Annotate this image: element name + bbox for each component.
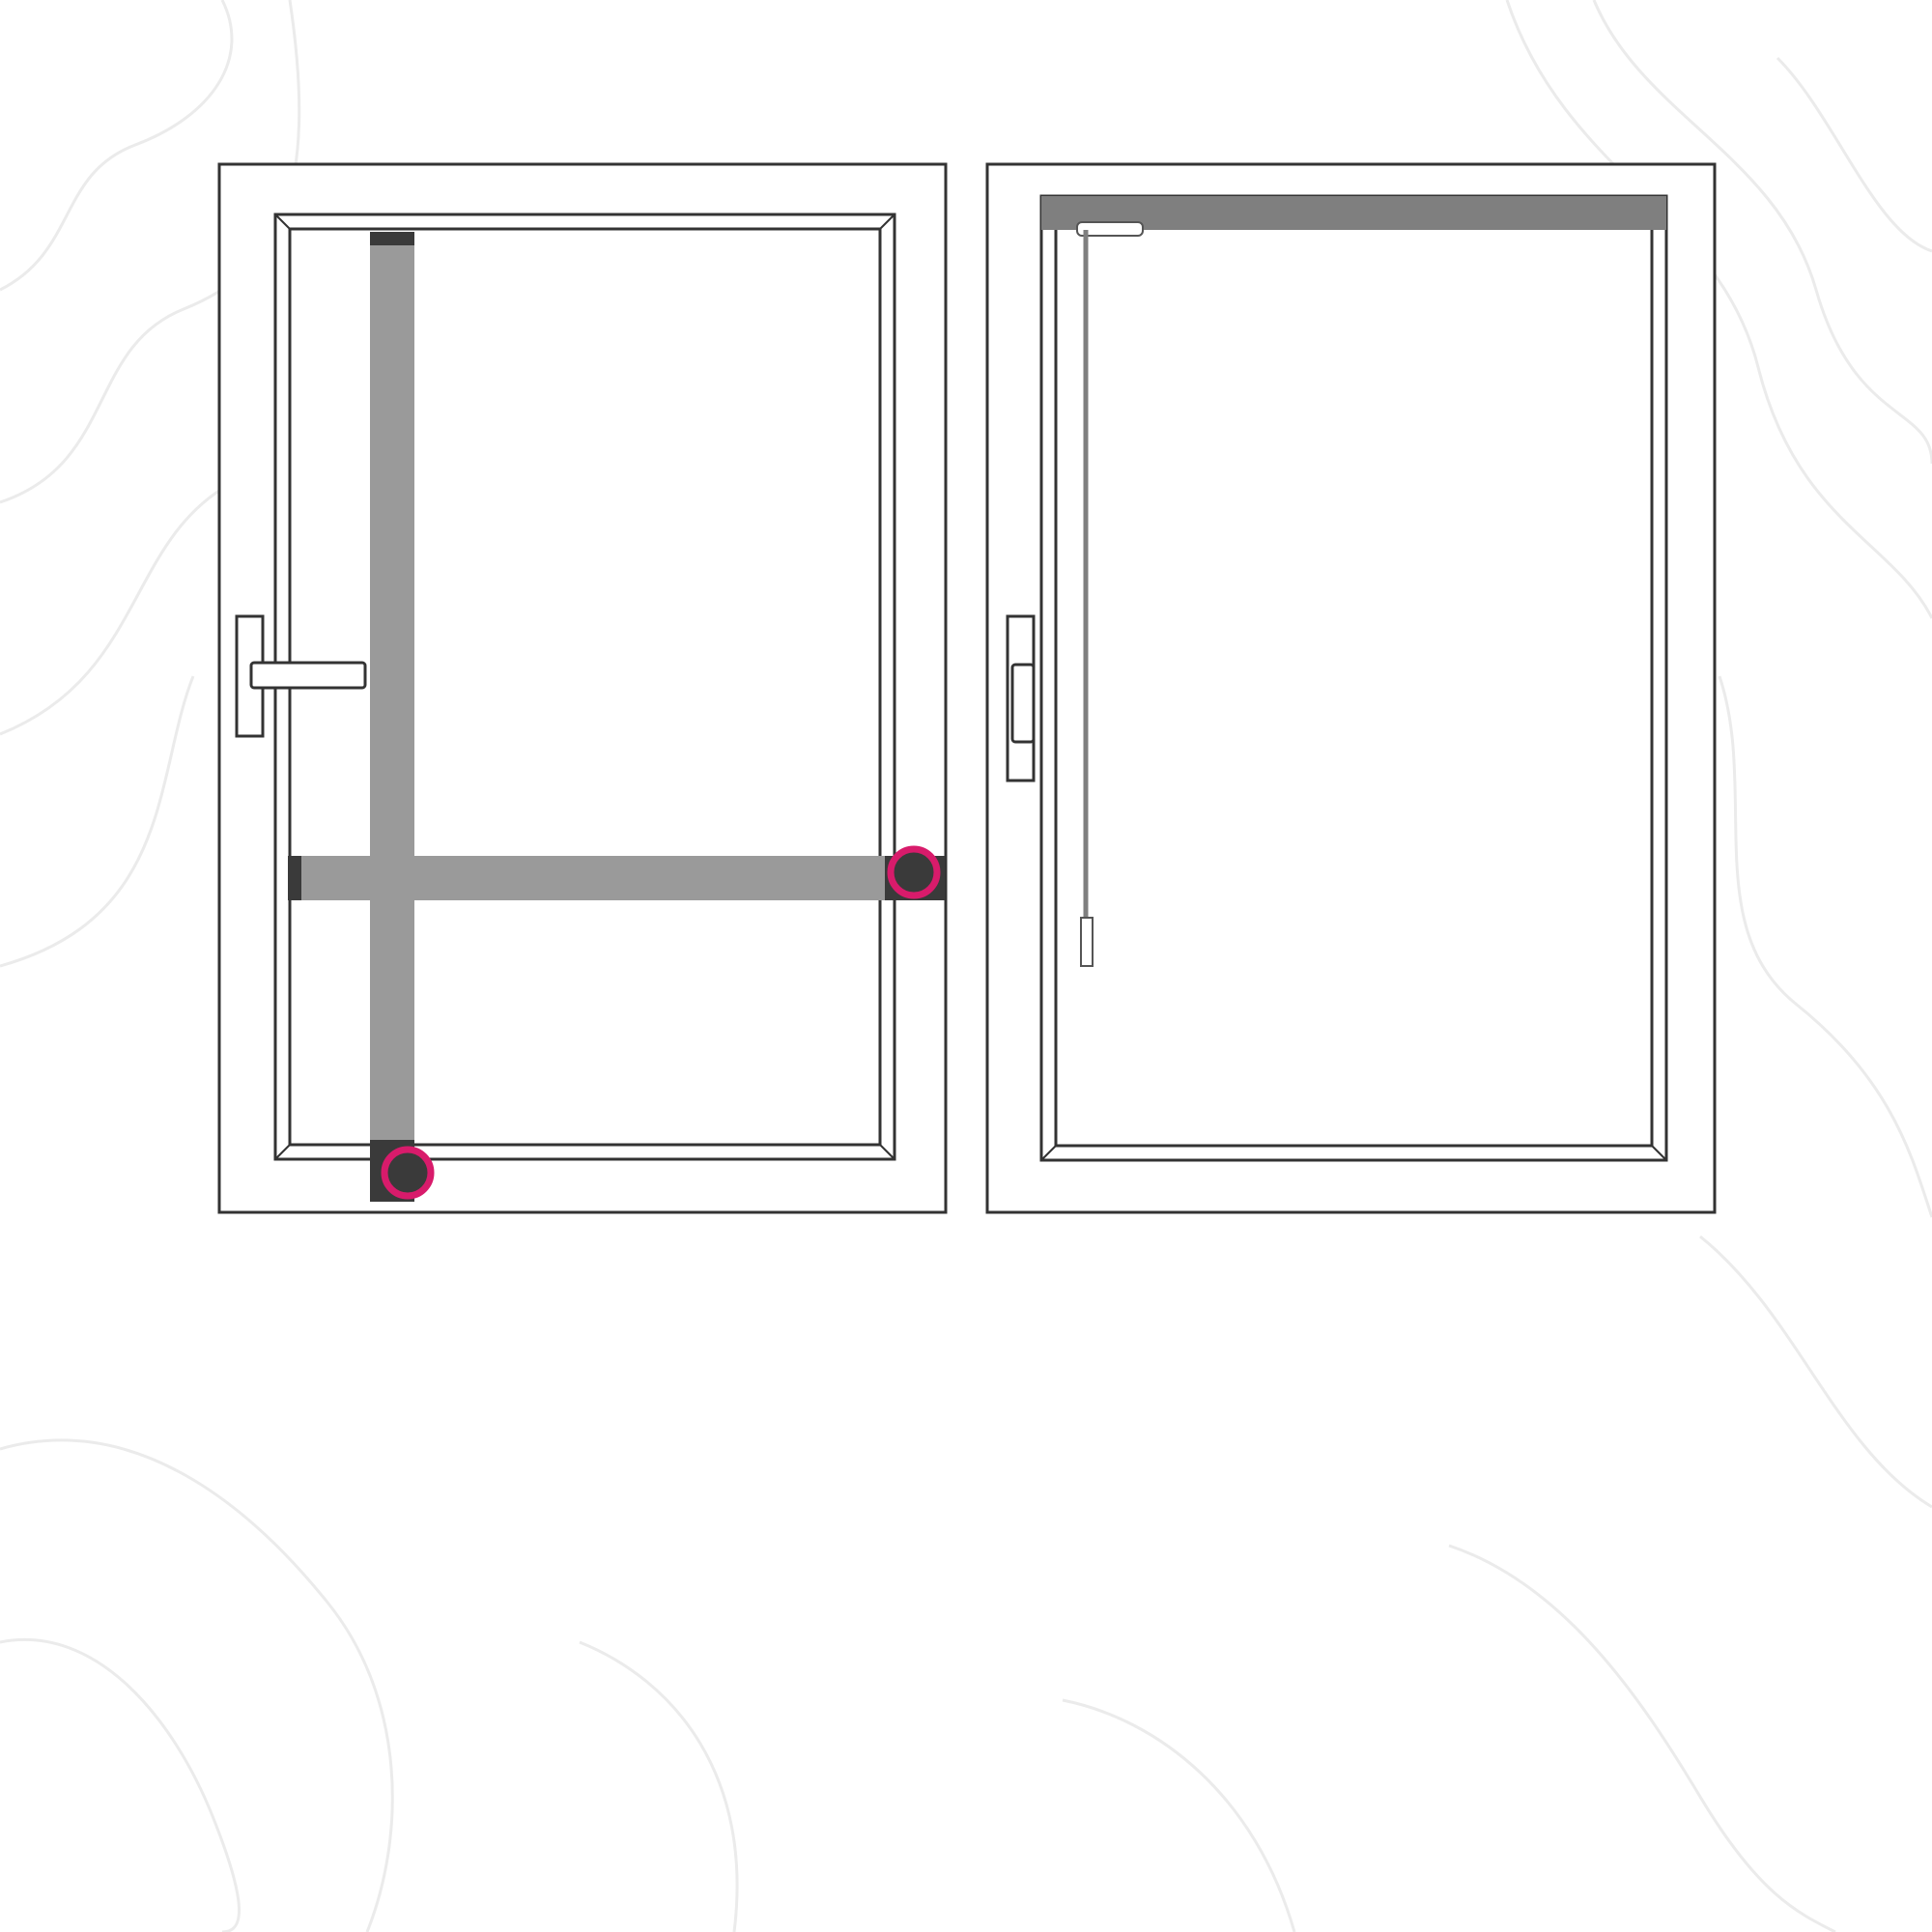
tape-badge-bottom [384,1150,431,1196]
horizontal-tape-measure [288,849,945,900]
right-window-handle-lever [1012,665,1034,742]
right-window-glass [1056,211,1652,1146]
tape-badge-right [891,849,937,895]
left-window [219,164,946,1212]
right-window [987,164,1715,1212]
left-window-handle-lever [251,663,365,688]
blinds-cord-tassel [1081,918,1093,966]
instructions [50,1302,1905,1349]
